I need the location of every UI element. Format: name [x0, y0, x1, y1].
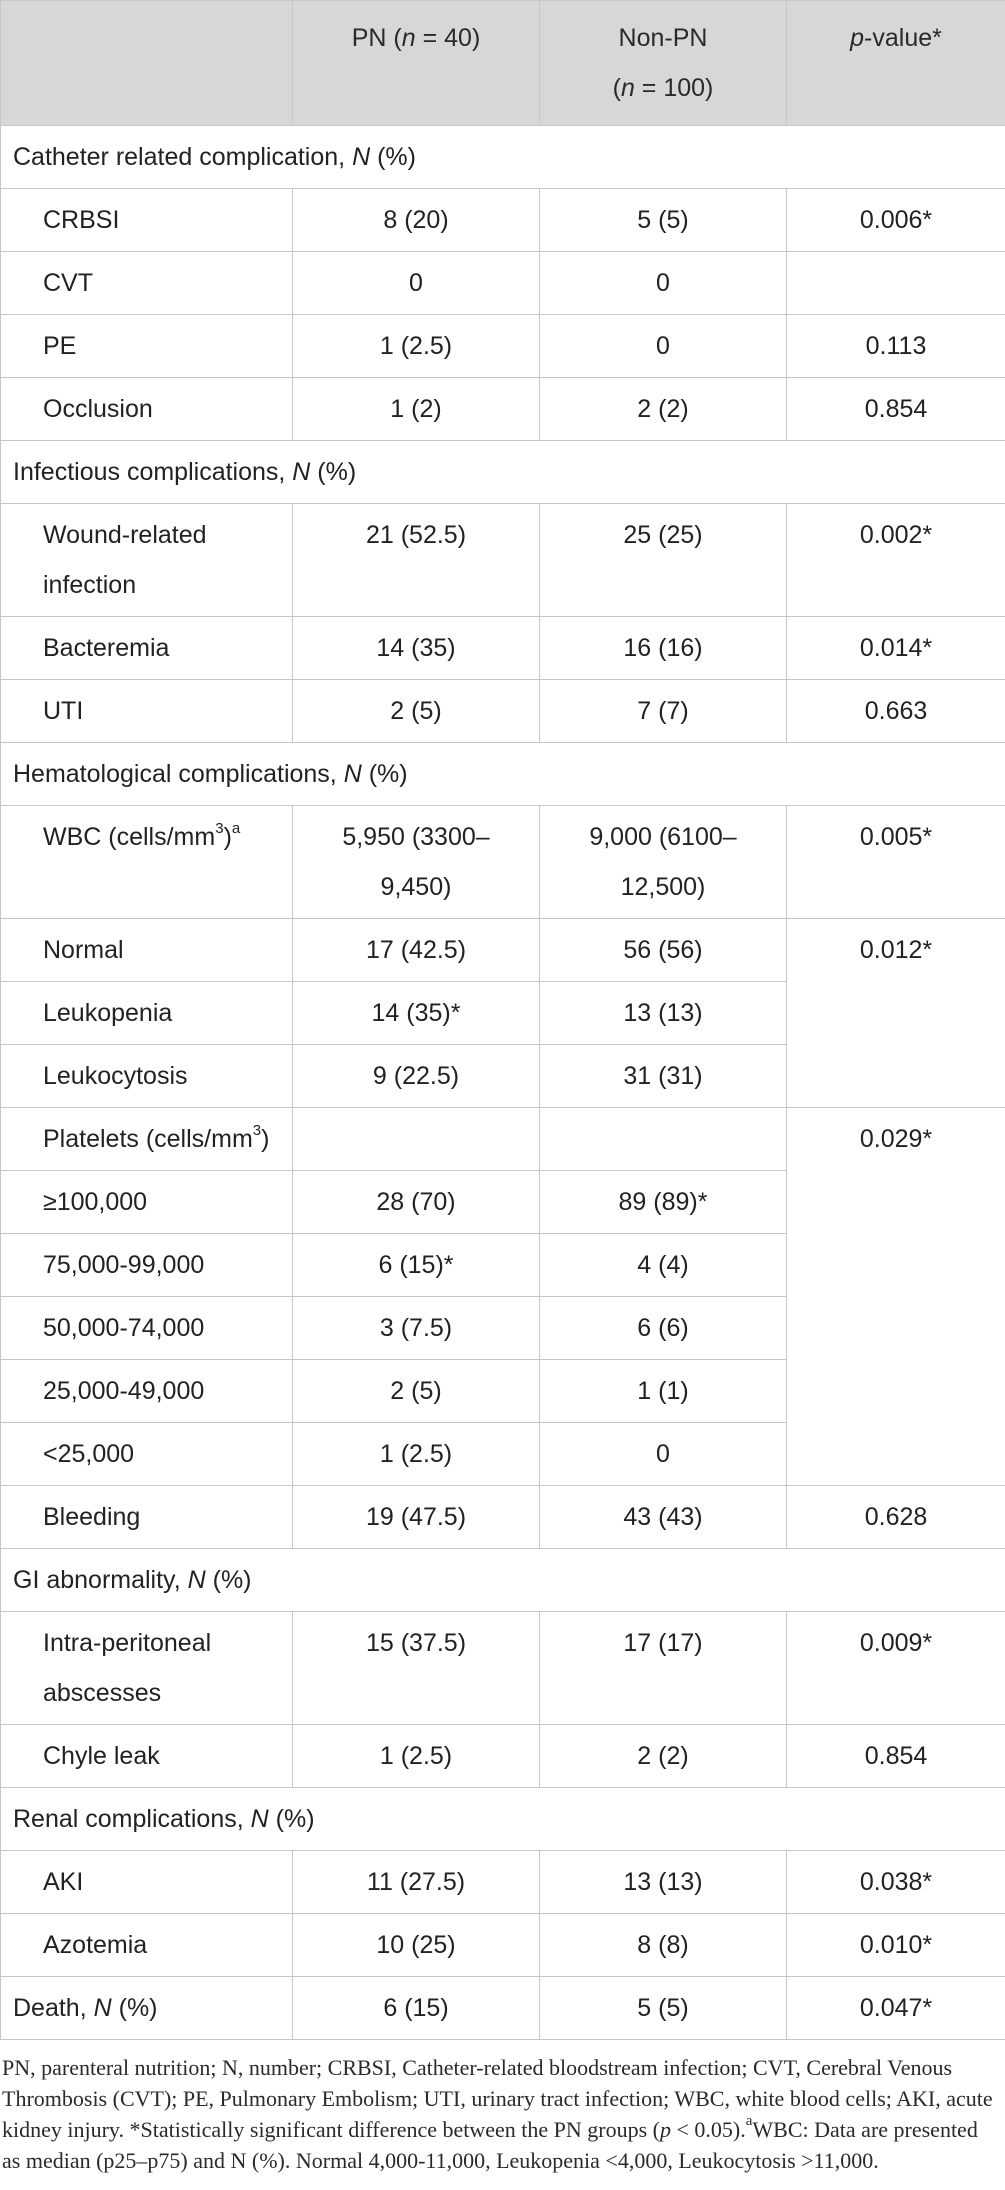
p-value: 0.663: [787, 680, 1005, 743]
pn-value: 19 (47.5): [293, 1486, 540, 1549]
row-label: Leukopenia: [1, 982, 293, 1045]
row-label: Bacteremia: [1, 617, 293, 680]
table-row: [1, 1851, 1005, 1914]
non-pn-value: 6 (6): [540, 1297, 787, 1360]
section-row-hematological: [1, 743, 1005, 806]
row-label: Platelets $(cells/mm^3)$: [1, 1108, 293, 1171]
p-value: [787, 252, 1005, 315]
pn-value: 8 (20): [293, 189, 540, 252]
section-row-renal: [1, 1788, 1005, 1851]
pn-value: 1 (2.5): [293, 1423, 540, 1486]
row-label: CRBSI: [1, 189, 293, 252]
pn-value: 11 (27.5): [293, 1851, 540, 1914]
p-value: 0.628: [787, 1486, 1005, 1549]
section-title: Hematological complications, N (%): [1, 743, 1005, 806]
non-pn-value: 1 (1): [540, 1360, 787, 1423]
p-value: 0.009*: [787, 1612, 1005, 1725]
pn-value: 5,950 (3300– 9,450): [293, 806, 540, 919]
section-title: Catheter related complication, N (%): [1, 126, 1005, 189]
pn-value: 2 (5): [293, 1360, 540, 1423]
section-row-infectious: [1, 441, 1005, 504]
pn-value: 14 (35): [293, 617, 540, 680]
non-pn-value: 89 (89)*: [540, 1171, 787, 1234]
non-pn-value: 4 (4): [540, 1234, 787, 1297]
row-label: Intra-peritoneal abscesses: [1, 1612, 293, 1725]
header-label-col: [1, 1, 293, 126]
non-pn-value: 9,000 (6100– 12,500): [540, 806, 787, 919]
pn-value: 17 (42.5): [293, 919, 540, 982]
non-pn-value: 13 (13): [540, 1851, 787, 1914]
row-label: Normal: [1, 919, 293, 982]
table-row: [1, 315, 1005, 378]
non-pn-value: 25 (25): [540, 504, 787, 617]
non-pn-value: 2 (2): [540, 378, 787, 441]
header-p-value: p-value*: [787, 1, 1005, 126]
pn-value: 1 (2.5): [293, 1725, 540, 1788]
row-label: AKI: [1, 1851, 293, 1914]
table-row: [1, 378, 1005, 441]
p-value: 0.854: [787, 378, 1005, 441]
p-value: 0.047*: [787, 1977, 1005, 2040]
pn-value: [293, 1108, 540, 1171]
non-pn-value: 8 (8): [540, 1914, 787, 1977]
non-pn-value: 56 (56): [540, 919, 787, 982]
section-row-catheter: [1, 126, 1005, 189]
non-pn-value: 0: [540, 252, 787, 315]
p-value: 0.002*: [787, 504, 1005, 617]
row-label: <25,000: [1, 1423, 293, 1486]
row-label: PE: [1, 315, 293, 378]
pn-value: 28 (70): [293, 1171, 540, 1234]
row-label: CVT: [1, 252, 293, 315]
non-pn-value: 0: [540, 1423, 787, 1486]
row-label: Occlusion: [1, 378, 293, 441]
pn-value: 14 (35)*: [293, 982, 540, 1045]
non-pn-value: 16 (16): [540, 617, 787, 680]
pn-value: 6 (15)*: [293, 1234, 540, 1297]
pn-value: 1 (2): [293, 378, 540, 441]
row-label: Azotemia: [1, 1914, 293, 1977]
table-row: [1, 1977, 1005, 2040]
p-value: 0.029*: [787, 1108, 1005, 1486]
row-label: 50,000-74,000: [1, 1297, 293, 1360]
pn-value: 6 (15): [293, 1977, 540, 2040]
table-row: [1, 680, 1005, 743]
row-label: ≥100,000: [1, 1171, 293, 1234]
row-label: Wound-related infection: [1, 504, 293, 617]
non-pn-value: 2 (2): [540, 1725, 787, 1788]
table-footnote: PN, parenteral nutrition; N, number; CRBSI, Catheter-related bloodstream infection; CVT, Cerebral Venous Thrombosis (CVT); PE, Pulmonary Embolism; UTI, urinary tract infection; WBC, white blood cells; AKI, acute kidney injury. *Statistically significant difference between the PN groups (p < 0.05).$^a$WBC: Data are presented as median (p25–p75) and N (%). Normal 4,000-11,000, Leukopenia <4,000, Leukocytosis >11,000.: [2, 2055, 993, 2173]
pn-value: 3 (7.5): [293, 1297, 540, 1360]
table-row: [1, 1612, 1005, 1725]
table-row: [1, 1486, 1005, 1549]
non-pn-value: 13 (13): [540, 982, 787, 1045]
p-value: 0.005*: [787, 806, 1005, 919]
header-non-pn: Non-PN (n = 100): [540, 1, 787, 126]
pn-value: 9 (22.5): [293, 1045, 540, 1108]
section-title: GI abnormality, N (%): [1, 1549, 1005, 1612]
table-row: [1, 806, 1005, 919]
non-pn-value: 43 (43): [540, 1486, 787, 1549]
row-label: 25,000-49,000: [1, 1360, 293, 1423]
non-pn-value: 17 (17): [540, 1612, 787, 1725]
p-value: 0.038*: [787, 1851, 1005, 1914]
row-label: Bleeding: [1, 1486, 293, 1549]
pn-value: 0: [293, 252, 540, 315]
non-pn-value: [540, 1108, 787, 1171]
pn-value: 15 (37.5): [293, 1612, 540, 1725]
non-pn-value: 31 (31): [540, 1045, 787, 1108]
p-value: 0.006*: [787, 189, 1005, 252]
row-label: UTI: [1, 680, 293, 743]
p-value: 0.012*: [787, 919, 1005, 1108]
pn-value: 1 (2.5): [293, 315, 540, 378]
table-row: [1, 919, 1005, 982]
row-label: 75,000-99,000: [1, 1234, 293, 1297]
section-row-gi: [1, 1549, 1005, 1612]
pn-value: 21 (52.5): [293, 504, 540, 617]
header-row: [1, 1, 1005, 126]
non-pn-value: 7 (7): [540, 680, 787, 743]
section-title: Renal complications, N (%): [1, 1788, 1005, 1851]
table-row: [1, 1725, 1005, 1788]
non-pn-value: 5 (5): [540, 189, 787, 252]
table-row: [1, 189, 1005, 252]
row-label: Death, N (%): [1, 1977, 293, 2040]
header-pn: PN (n = 40): [293, 1, 540, 126]
pn-value: 2 (5): [293, 680, 540, 743]
p-value: 0.113: [787, 315, 1005, 378]
table-row: [1, 1914, 1005, 1977]
p-value: 0.010*: [787, 1914, 1005, 1977]
table-row: [1, 1108, 1005, 1171]
row-label: WBC $(cells/mm^3)^a$: [1, 806, 293, 919]
row-label: Chyle leak: [1, 1725, 293, 1788]
table-row: [1, 617, 1005, 680]
table-row: [1, 504, 1005, 617]
p-value: 0.014*: [787, 617, 1005, 680]
pn-value: 10 (25): [293, 1914, 540, 1977]
section-title: Infectious complications, N (%): [1, 441, 1005, 504]
row-label: Leukocytosis: [1, 1045, 293, 1108]
non-pn-value: 5 (5): [540, 1977, 787, 2040]
p-value: 0.854: [787, 1725, 1005, 1788]
non-pn-value: 0: [540, 315, 787, 378]
table-row: [1, 252, 1005, 315]
